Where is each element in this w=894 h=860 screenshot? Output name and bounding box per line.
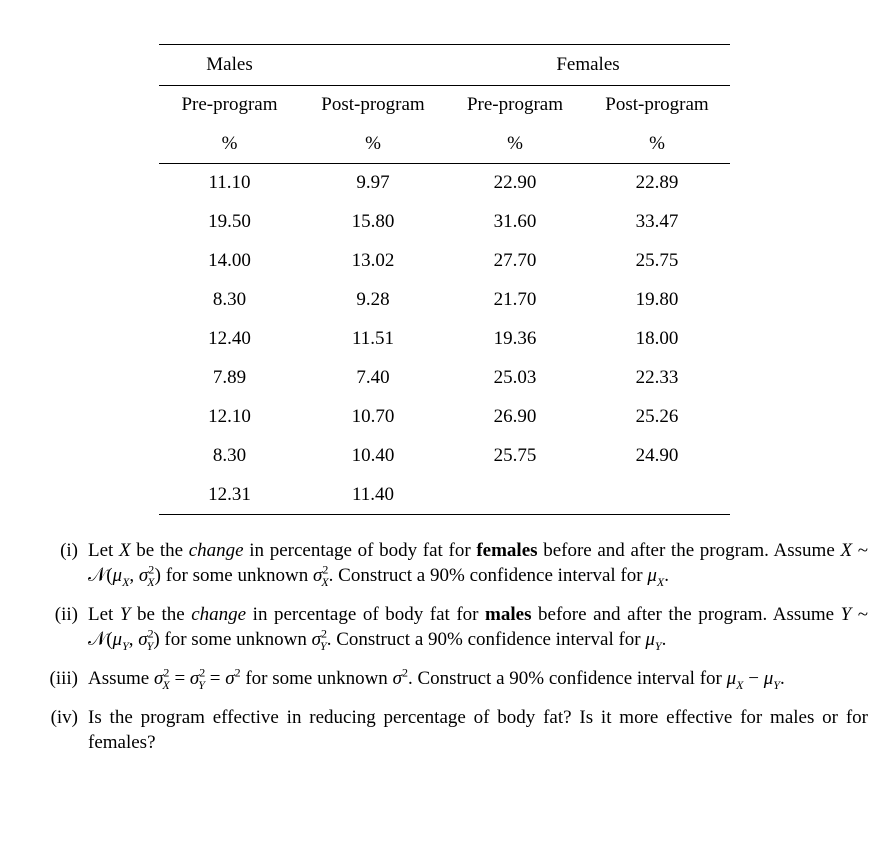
cell: 19.80 — [635, 289, 679, 310]
question-i — [28, 538, 868, 588]
col-header: Pre-program — [446, 86, 584, 125]
cell: 9.28 — [356, 289, 390, 310]
cell: 12.31 — [159, 476, 300, 515]
table-row — [159, 476, 730, 515]
cell: 22.33 — [635, 367, 679, 388]
cell: 25.26 — [635, 406, 679, 427]
question-text: Let Y be the change in percentage of body fat for males before and after the program. Assume Y ~ $𝒩(\mu_Y$, $\sigma^2_Y$) for some unknown $\sigma^2_Y$. Construct a 90% confidence interval for $\mu_Y$. — [88, 604, 868, 653]
group-header-row — [159, 45, 730, 86]
group-males: Males — [159, 45, 300, 86]
cell: 33.47 — [635, 211, 679, 232]
column-header-row — [159, 86, 730, 125]
cell: 12.40 — [208, 328, 251, 349]
col-header: Pre-program — [159, 86, 300, 125]
col-header: Post-program — [584, 86, 730, 125]
cell: 12.10 — [208, 406, 251, 427]
question-iii — [28, 666, 868, 691]
group-females: Females — [446, 45, 730, 86]
cell: 25.75 — [493, 445, 537, 466]
question-text: Assume $\sigma^2_X = \sigma^2_Y = \sigma^2$ for some unknown $\sigma^2$. Construct a 90% confidence interval for $\mu_X - \mu_Y$. — [88, 665, 785, 692]
col-header: Post-program — [300, 86, 446, 125]
question-number: (ii) — [54, 604, 78, 625]
unit-label: % — [507, 132, 523, 154]
cell: 22.90 — [493, 172, 537, 194]
question-number: (i) — [60, 540, 78, 561]
cell — [584, 476, 730, 515]
unit-label: % — [221, 132, 238, 154]
table-row — [159, 164, 730, 203]
cell: 26.90 — [493, 406, 537, 427]
cell: 15.80 — [351, 211, 395, 232]
cell: 10.70 — [351, 406, 395, 427]
cell: 11.51 — [351, 328, 395, 349]
cell: 8.30 — [212, 289, 247, 310]
cell: 21.70 — [493, 289, 537, 310]
cell: 25.03 — [493, 367, 537, 388]
question-text: Is the program effective in reducing percentage of body fat? Is it more effective for males or for females? — [88, 707, 868, 753]
table-row — [159, 242, 730, 281]
cell: 10.40 — [351, 445, 395, 466]
table-row — [159, 437, 730, 476]
question-iv — [28, 705, 868, 755]
cell: 31.60 — [493, 211, 537, 232]
table-row — [159, 281, 730, 320]
question-text: Let X be the change in percentage of body fat for females before and after the program. Assume X ~ $𝒩(\mu_X$, $\sigma^2_X$) for some unknown $\sigma^2_X$. Construct a 90% confidence interval for $\mu_X$. — [88, 540, 868, 589]
cell: 18.00 — [635, 328, 679, 349]
cell: 27.70 — [493, 250, 537, 271]
table-row — [159, 359, 730, 398]
table-row — [159, 320, 730, 359]
unit-label: % — [649, 132, 665, 154]
cell: 14.00 — [208, 250, 251, 271]
units-row — [159, 125, 730, 164]
cell: 19.50 — [208, 211, 251, 232]
cell: 7.89 — [212, 367, 247, 388]
unit-label: % — [365, 132, 381, 154]
cell: 25.75 — [635, 250, 679, 271]
cell: 7.40 — [356, 367, 390, 388]
cell: 8.30 — [212, 445, 247, 466]
cell: 9.97 — [356, 172, 390, 194]
cell: 19.36 — [493, 328, 537, 349]
body-fat-table — [159, 44, 730, 515]
table-row — [159, 203, 730, 242]
cell: 13.02 — [351, 250, 395, 271]
question-number: (iii) — [49, 668, 78, 689]
cell — [446, 476, 584, 515]
question-number: (iv) — [50, 707, 78, 728]
cell: 24.90 — [635, 445, 679, 466]
question-ii — [28, 602, 868, 652]
cell: 11.10 — [208, 172, 251, 194]
cell: 22.89 — [635, 172, 679, 194]
cell: 11.40 — [300, 476, 446, 515]
question-list — [28, 538, 868, 769]
table-row — [159, 398, 730, 437]
